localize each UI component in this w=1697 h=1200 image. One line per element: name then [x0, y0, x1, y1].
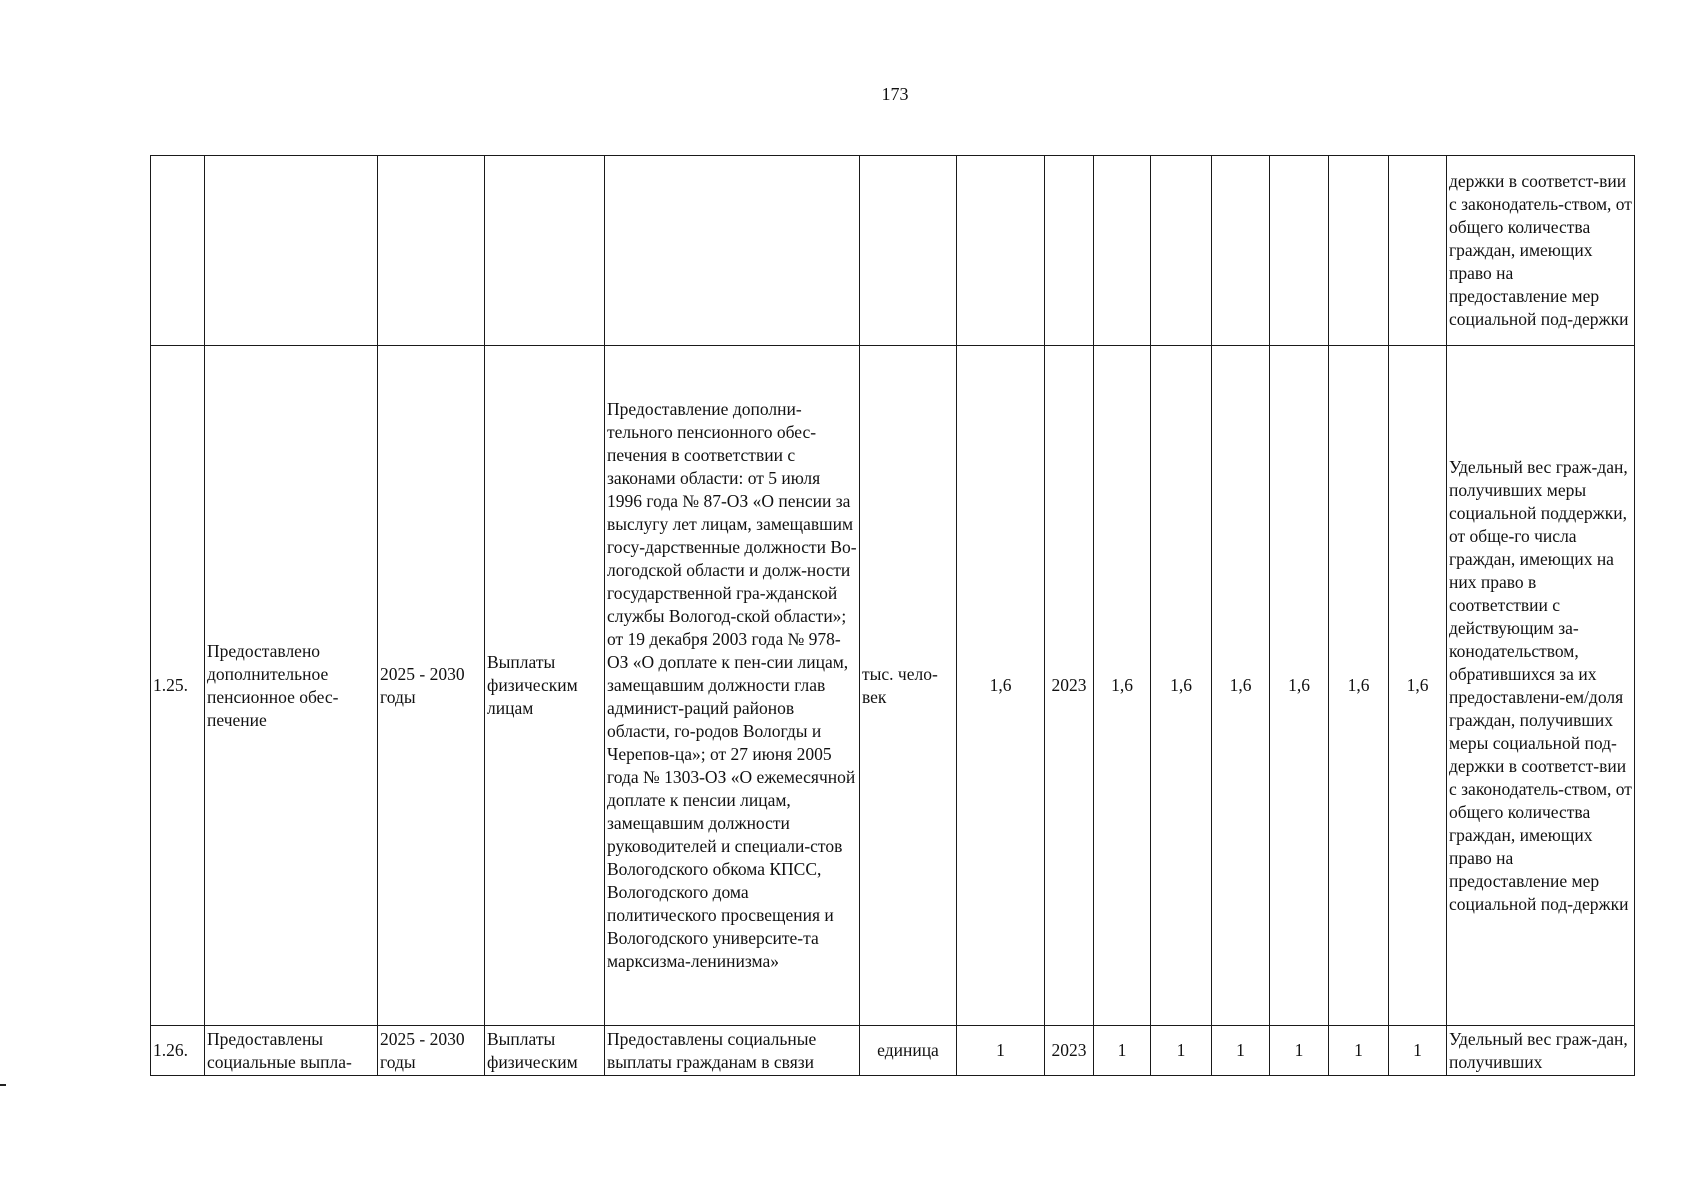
cell-description: Предоставление дополни-тельного пенсионного обес-печения в соответствии с законами области: от 5 июля 1996 года № 87-ОЗ «О пенсии за выслугу лет лицам, замещавшим госу-дарственные должности Во-логодской области и долж-ности государственной гра-жданской службы Вологод-ской области»; от 19 декабря 2003 года № 978-ОЗ «О доплате к пен-сии лицам, замещавшим должности глав админист-раций районов области, го-родов Вологды и Черепов-ца»; от 27 июня 2005 года № 1303-ОЗ «О ежемесячной доплате к пенсии лицам, замещавшим должности руководителей и специали-стов Вологодского обкома КПСС, Вологодского дома политического просвещения и Вологодского университе-та марксизма-ленинизма» [605, 346, 860, 1026]
cell-value-1: 1 [1094, 1026, 1151, 1076]
cell-value-2 [1151, 156, 1212, 346]
cell-unit: единица [860, 1026, 957, 1076]
cell-value-6: 1,6 [1389, 346, 1447, 1026]
cell-value-3 [1212, 156, 1270, 346]
table-row-1-26 [151, 1026, 1635, 1076]
scan-mark [0, 1084, 6, 1086]
cell-period: 2025 - 2030 годы [378, 346, 485, 1026]
cell-value-4: 1,6 [1270, 346, 1329, 1026]
cell-number: 1.25. [151, 346, 205, 1026]
cell-base-year: 2023 [1045, 1026, 1094, 1076]
cell-period [378, 156, 485, 346]
cell-base-value: 1 [957, 1026, 1045, 1076]
cell-result: Предоставлено дополнительное пенсионное обес-печение [205, 346, 378, 1026]
cell-result: Предоставлены социальные выпла- [205, 1026, 378, 1076]
cell-type: Выплаты физическим [485, 1026, 605, 1076]
cell-value-5: 1,6 [1329, 346, 1389, 1026]
page-number: 173 [881, 84, 909, 104]
cell-number [151, 156, 205, 346]
cell-indicator: держки в соответст-вии с законодатель-ством, от общего количества граждан, имеющих право на предоставление мер социальной под-держки [1447, 156, 1635, 346]
cell-period: 2025 - 2030 годы [378, 1026, 485, 1076]
cell-value-2: 1 [1151, 1026, 1212, 1076]
cell-value-3: 1,6 [1212, 346, 1270, 1026]
cell-type [485, 156, 605, 346]
program-measures-table [150, 155, 1635, 1076]
cell-value-5 [1329, 156, 1389, 346]
cell-value-2: 1,6 [1151, 346, 1212, 1026]
cell-result [205, 156, 378, 346]
cell-indicator: Удельный вес граж-дан, получивших меры социальной поддержки, от обще-го числа граждан, имеющих на них право в соответствии с действующим за-конодательством, обратившихся за их предоставлени-ем/доля граждан, получивших меры социальной под-держки в соответст-вии с законодатель-ством, от общего количества граждан, имеющих право на предоставление мер социальной под-держки [1447, 346, 1635, 1026]
cell-indicator: Удельный вес граж-дан, получивших [1447, 1026, 1635, 1076]
cell-value-4: 1 [1270, 1026, 1329, 1076]
cell-base-value: 1,6 [957, 346, 1045, 1026]
cell-value-5: 1 [1329, 1026, 1389, 1076]
cell-value-4 [1270, 156, 1329, 346]
cell-value-1 [1094, 156, 1151, 346]
cell-value-6 [1389, 156, 1447, 346]
cell-description [605, 156, 860, 346]
table-row-1-25 [151, 346, 1635, 1026]
cell-unit [860, 156, 957, 346]
cell-base-value [957, 156, 1045, 346]
cell-value-1: 1,6 [1094, 346, 1151, 1026]
cell-type: Выплаты физическим лицам [485, 346, 605, 1026]
cell-description: Предоставлены социальные выплаты гражданам в связи [605, 1026, 860, 1076]
cell-base-year: 2023 [1045, 346, 1094, 1026]
cell-base-year [1045, 156, 1094, 346]
table-row-continuation [151, 156, 1635, 346]
cell-number: 1.26. [151, 1026, 205, 1076]
cell-value-3: 1 [1212, 1026, 1270, 1076]
cell-unit: тыс. чело-век [860, 346, 957, 1026]
cell-value-6: 1 [1389, 1026, 1447, 1076]
